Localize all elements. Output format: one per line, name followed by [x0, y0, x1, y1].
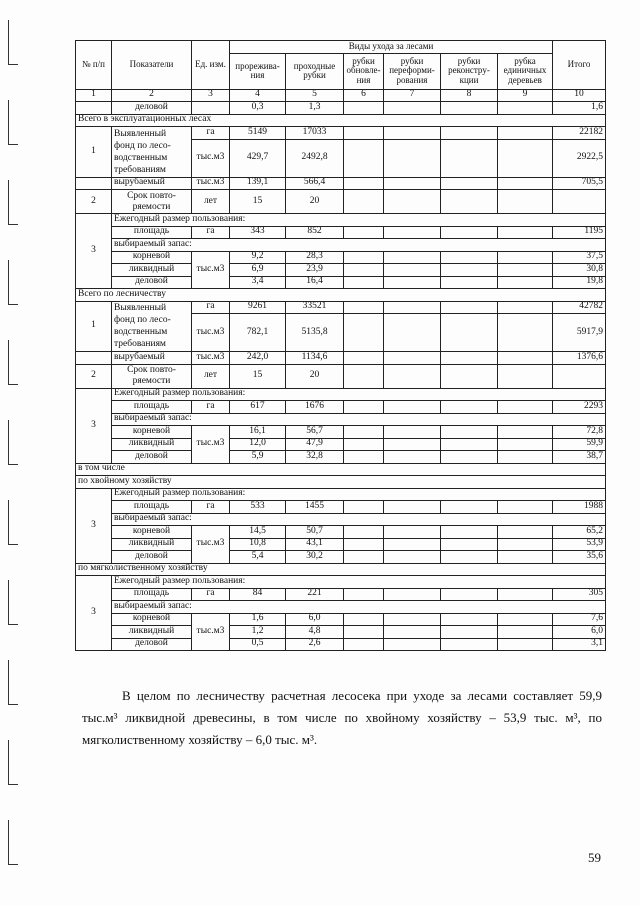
table-row — [76, 438, 606, 451]
unit: тыс.м3 — [192, 426, 230, 464]
unit: тыс.м3 — [192, 251, 230, 289]
row-label: деловой — [112, 276, 192, 289]
table-row — [76, 626, 606, 639]
col-total-header: Итого — [553, 41, 606, 90]
cell-total: 35,6 — [553, 551, 606, 564]
cell-value: 566,4 — [286, 177, 344, 190]
cell-value: 5149 — [230, 127, 286, 140]
cell-value: 533 — [230, 501, 286, 514]
cell-value: 4,8 — [286, 626, 344, 639]
cell-value: 84 — [230, 588, 286, 601]
table-row — [76, 488, 606, 501]
cell-value: 15 — [230, 190, 286, 214]
section-header — [76, 563, 606, 576]
table-row — [76, 451, 606, 464]
row-label: вырубаемый — [112, 352, 192, 365]
table-row — [76, 388, 606, 401]
col-4-header: прорежива-ния — [230, 53, 286, 89]
cell-value: 852 — [286, 226, 344, 239]
col-5-header: проходные рубки — [286, 53, 344, 89]
cell-value: 9261 — [230, 301, 286, 314]
row-number: 1 — [76, 301, 112, 352]
table-row — [76, 413, 606, 426]
cell-value: 10,8 — [230, 538, 286, 551]
page-number: 59 — [588, 850, 601, 865]
cell-total: 1988 — [553, 501, 606, 514]
row-label: площадь — [112, 401, 192, 414]
unit: га — [192, 501, 230, 514]
table-row — [76, 426, 606, 439]
cell-total: 1195 — [553, 226, 606, 239]
row-label: корневой — [112, 613, 192, 626]
section-note: в том числе — [76, 463, 606, 476]
row-label: площадь — [112, 501, 192, 514]
row-label: корневой — [112, 526, 192, 539]
cell-value: 1,2 — [230, 626, 286, 639]
table-row — [76, 401, 606, 414]
cell-total: 19,8 — [553, 276, 606, 289]
cell-value: 20 — [286, 190, 344, 214]
column-number: 4 — [230, 89, 286, 102]
section-header — [76, 114, 606, 127]
cell-value: 343 — [230, 226, 286, 239]
table-row — [76, 526, 606, 539]
cell-value: 20 — [286, 364, 344, 388]
cell-value: 14,5 — [230, 526, 286, 539]
table-row — [76, 127, 606, 140]
row-label: Выявленный фонд по лесо-водственным требованиям — [112, 127, 192, 178]
col-8-header: рубки реконстру-кции — [441, 53, 498, 89]
column-number: 5 — [286, 89, 344, 102]
cell-value: 5,9 — [230, 451, 286, 464]
row-label: ликвидный — [112, 438, 192, 451]
cell-value: 6,0 — [286, 613, 344, 626]
cell-value: 28,3 — [286, 251, 344, 264]
section-header — [76, 476, 606, 489]
unit: тыс.м3 — [192, 314, 230, 352]
cell-value: 3,4 — [230, 276, 286, 289]
unit: тыс.м3 — [192, 177, 230, 190]
cell-value: 6,9 — [230, 264, 286, 277]
cell-value: 5,4 — [230, 551, 286, 564]
summary-text: В целом по лесничеству расчетная лесосека при уходе за лесами составляет 59,9 тыс.м³ ликвидной древесины, в том числе по хвойному хозяйству – 53,9 тыс. м³, по мягколиственному хозяйству – 6,0 тыс. м³. — [82, 688, 602, 747]
section-title: по мягколиственному хозяйству — [76, 563, 606, 576]
unit: га — [192, 226, 230, 239]
cell-total: 2922,5 — [553, 139, 606, 177]
cell-total: 59,9 — [553, 438, 606, 451]
table-row — [76, 102, 606, 115]
unit: га — [192, 127, 230, 140]
cell-total: 37,5 — [553, 251, 606, 264]
col-indicators-header: Показатели — [112, 41, 192, 90]
table-row — [76, 214, 606, 227]
cell-total: 22182 — [553, 127, 606, 140]
cell-total: 30,8 — [553, 264, 606, 277]
unit: тыс.м3 — [192, 613, 230, 651]
col-num-header: № п/п — [76, 41, 112, 90]
table-row — [76, 613, 606, 626]
row-label: Ежегодный размер пользования: — [112, 388, 606, 401]
table-row — [76, 588, 606, 601]
cell-value: 50,7 — [286, 526, 344, 539]
cell-total: 72,8 — [553, 426, 606, 439]
section-title: Всего по лесничеству — [76, 289, 606, 302]
table-row — [76, 239, 606, 252]
table-row — [76, 177, 606, 190]
unit: тыс.м3 — [192, 139, 230, 177]
row-label: деловой — [112, 451, 192, 464]
row-label: выбираемый запас: — [112, 513, 606, 526]
cell-total: 1,6 — [553, 102, 606, 115]
cell-value: 23,9 — [286, 264, 344, 277]
column-number: 2 — [112, 89, 192, 102]
cell-value: 15 — [230, 364, 286, 388]
col-7-header: рубки переформи-рования — [384, 53, 441, 89]
table-row — [76, 276, 606, 289]
row-label: корневой — [112, 251, 192, 264]
summary-paragraph — [82, 685, 602, 751]
cell-total: 3,1 — [553, 638, 606, 651]
unit: га — [192, 301, 230, 314]
row-label: деловой — [112, 638, 192, 651]
unit: га — [192, 401, 230, 414]
cell-total: 42782 — [553, 301, 606, 314]
cell-value: 1,3 — [286, 102, 344, 115]
cell-value: 33521 — [286, 301, 344, 314]
table-row — [76, 226, 606, 239]
section-title: по хвойному хозяйству — [76, 476, 606, 489]
table-row — [76, 576, 606, 589]
row-label: площадь — [112, 588, 192, 601]
row-number: 3 — [76, 488, 112, 563]
row-label: Срок повто-ряемости — [112, 364, 192, 388]
cell-value: 16,1 — [230, 426, 286, 439]
cell-value: 0,3 — [230, 102, 286, 115]
cell-total: 53,9 — [553, 538, 606, 551]
column-number: 1 — [76, 89, 112, 102]
row-label: Выявленный фонд по лесо-водственным требованиям — [112, 301, 192, 352]
row-label: деловой — [112, 551, 192, 564]
cell-value: 2492,8 — [286, 139, 344, 177]
cell-value: 5135,8 — [286, 314, 344, 352]
col-unit-header: Ед. изм. — [192, 41, 230, 90]
cell-value: 47,9 — [286, 438, 344, 451]
cell-total: 1376,6 — [553, 352, 606, 365]
column-number: 10 — [553, 89, 606, 102]
col-6-header: рубки обновле-ния — [344, 53, 384, 89]
row-number: 1 — [76, 127, 112, 178]
binding-marks — [8, 0, 28, 905]
table-row — [76, 264, 606, 277]
row-label: Ежегодный размер пользования: — [112, 214, 606, 227]
cell-value: 242,0 — [230, 352, 286, 365]
table-row — [76, 251, 606, 264]
row-label: деловой — [112, 102, 192, 115]
column-number: 8 — [441, 89, 498, 102]
cell-value: 17033 — [286, 127, 344, 140]
row-number: 3 — [76, 388, 112, 463]
table-row — [76, 364, 606, 388]
cell-value: 1134,6 — [286, 352, 344, 365]
cell-value: 782,1 — [230, 314, 286, 352]
cell-value: 43,1 — [286, 538, 344, 551]
column-numbers-row — [76, 89, 606, 102]
row-label: корневой — [112, 426, 192, 439]
cell-value: 2,6 — [286, 638, 344, 651]
table-row — [76, 501, 606, 514]
table-row — [76, 352, 606, 365]
table-row — [76, 551, 606, 564]
cell-value: 139,1 — [230, 177, 286, 190]
table-row — [76, 538, 606, 551]
row-number: 3 — [76, 576, 112, 651]
cell-total: 705,5 — [553, 177, 606, 190]
cell-total: 38,7 — [553, 451, 606, 464]
table-row — [76, 513, 606, 526]
row-label: выбираемый запас: — [112, 601, 606, 614]
cell-value: 56,7 — [286, 426, 344, 439]
row-label: площадь — [112, 226, 192, 239]
cell-value: 0,5 — [230, 638, 286, 651]
unit: га — [192, 588, 230, 601]
section-title: Всего в эксплуатационных лесах — [76, 114, 606, 127]
col-9-header: рубка единичных деревьев — [498, 53, 553, 89]
cell-value: 1,6 — [230, 613, 286, 626]
table-header — [76, 41, 606, 102]
cell-value: 32,8 — [286, 451, 344, 464]
cell-total: 2293 — [553, 401, 606, 414]
table-row — [76, 638, 606, 651]
unit: лет — [192, 190, 230, 214]
cell-value: 617 — [230, 401, 286, 414]
unit: лет — [192, 364, 230, 388]
column-number: 9 — [498, 89, 553, 102]
cell-value: 1676 — [286, 401, 344, 414]
row-label: вырубаемый — [112, 177, 192, 190]
row-number: 2 — [76, 190, 112, 214]
row-number: 2 — [76, 364, 112, 388]
cell-value: 1455 — [286, 501, 344, 514]
cell-total: 5917,9 — [553, 314, 606, 352]
column-number: 7 — [384, 89, 441, 102]
table-row — [76, 301, 606, 314]
section-header — [76, 289, 606, 302]
cell-value: 16,4 — [286, 276, 344, 289]
row-label: выбираемый запас: — [112, 239, 606, 252]
row-label: Ежегодный размер пользования: — [112, 576, 606, 589]
unit: тыс.м3 — [192, 526, 230, 564]
row-label: ликвидный — [112, 538, 192, 551]
table-row — [76, 601, 606, 614]
cell-value: 12,0 — [230, 438, 286, 451]
section-header — [76, 463, 606, 476]
row-label: ликвидный — [112, 626, 192, 639]
row-number: 3 — [76, 214, 112, 289]
table-row — [76, 190, 606, 214]
cell-value: 30,2 — [286, 551, 344, 564]
cell-total: 6,0 — [553, 626, 606, 639]
group-header: Виды ухода за лесами — [230, 41, 553, 54]
row-label: Ежегодный размер пользования: — [112, 488, 606, 501]
row-label: ликвидный — [112, 264, 192, 277]
column-number: 3 — [192, 89, 230, 102]
cell-total: 65,2 — [553, 526, 606, 539]
cell-value: 221 — [286, 588, 344, 601]
cell-total: 305 — [553, 588, 606, 601]
unit: тыс.м3 — [192, 352, 230, 365]
row-label: Срок повто-ряемости — [112, 190, 192, 214]
cell-total: 7,6 — [553, 613, 606, 626]
column-number: 6 — [344, 89, 384, 102]
cell-value: 429,7 — [230, 139, 286, 177]
cell-value: 9,2 — [230, 251, 286, 264]
row-label: выбираемый запас: — [112, 413, 606, 426]
forest-care-table — [75, 40, 606, 651]
